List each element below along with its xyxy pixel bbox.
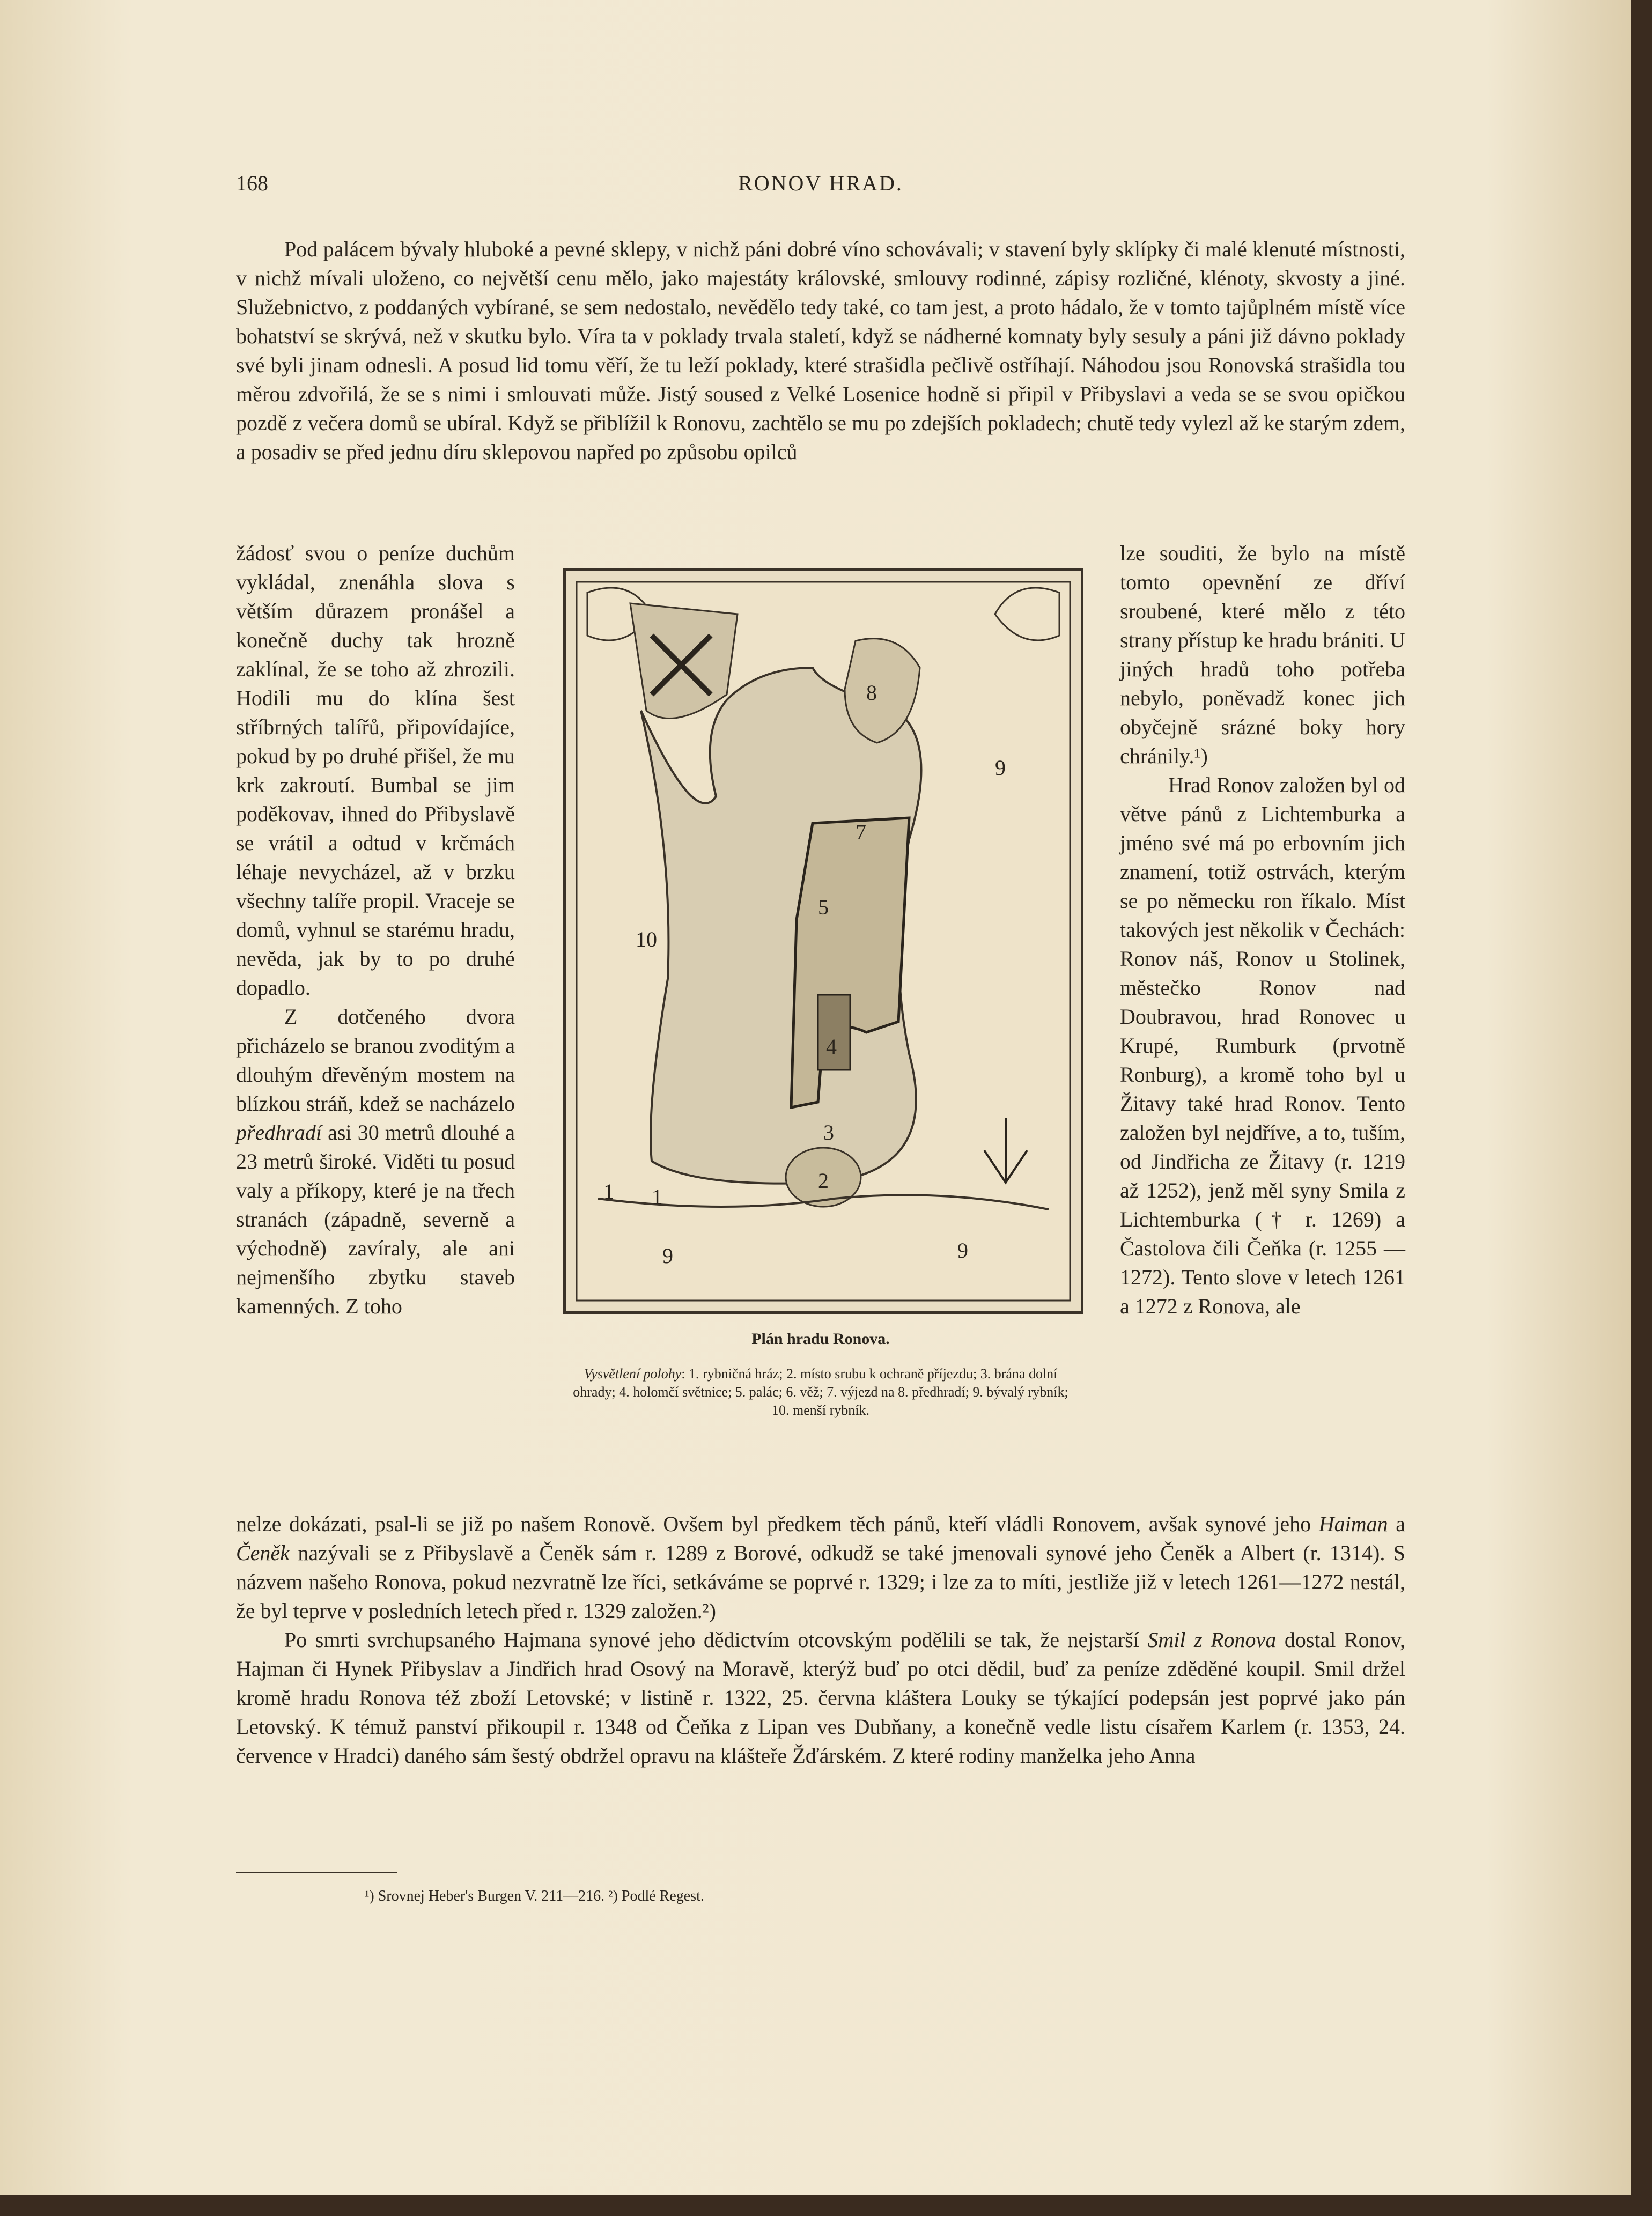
- figure-legend: [569, 1365, 1073, 1420]
- legend-text: : 1. rybničná hráz; 2. místo srubu k ochraně příjezdu; 3. brána dolní ohrady; 4. holomčí světnice; 5. palác; 6. věž; 7. výjezd na 8. předhradí; 9. bývalý rybník; 10. menší rybník.: [573, 1366, 1068, 1418]
- text-run: Z dotčeného dvora přicházelo se branou zvoditým a dlouhým dřevěným mostem na blízkou stráň, kdež se nacházelo: [236, 1004, 515, 1116]
- paragraph: Hrad Ronov založen byl od větve pánů z Lichtemburka a jméno své má po erbovním jich znamení, totiž ostrvách, kterým se po německu ron říkalo. Míst takových jest několik v Čechách: Ronov náš, Ronov u Stolinek, městečko Ronov nad Doubravou, hrad Ronovec u Krupé, Rumburk (prvotně Ronburg), a kromě toho byl u Žitavy také hrad Ronov. Tento založen byl nejdříve, a to, tuším, od Jindřicha ze Žitavy (r. 1219 až 1252), jenž měl syny Smila z Lichtemburka († r. 1269) a Častolova čili Čeňka (r. 1255 — 1272). Tento slove v letech 1261 a 1272 z Ronova, ale: [1120, 773, 1405, 1318]
- left-column: [236, 539, 515, 1321]
- plan-label: 1: [652, 1185, 662, 1209]
- page-header: [236, 171, 1405, 203]
- plan-label: 5: [818, 895, 829, 919]
- italic-name: Smil z Ronova: [1147, 1628, 1277, 1652]
- paragraph: [236, 1626, 1405, 1770]
- text-run: asi 30 metrů dlouhé a 23 metrů široké. Viděti tu posud valy a příkopy, které je na třech stranách (západně, severně a východně) zavíraly, ale ani nejmenšího zbytku staveb kamenných. Z toho: [236, 1120, 515, 1318]
- text-run: dostal Ronov, Hajman či Hynek Přibyslav a Jindřich hrad Osový na Moravě, kterýž buď po otci dědil, buď za peníze zděděné koupil. Smil držel kromě hradu Ronova též zboží Letovské; v listině r. 1322, 25. června kláštera Louky se týkající podepsán jest poprvé jako pán Letovský. K témuž panství přikoupil r. 1348 od Čeňka z Lipan ves Dubňany, a konečně vedle listu císařem Karlem (r. 1353, 24. července v Hradci) daného sám šestý obdržel opravu na klášteře Žďárském. Z které rodiny manželka jeho Anna: [236, 1628, 1405, 1768]
- page-number: 168: [236, 171, 268, 195]
- scan-edge-bottom: [0, 2195, 1652, 2216]
- plan-label: 7: [856, 820, 866, 844]
- text-run: nelze dokázati, psal-li se již po našem Ronově. Ovšem byl předkem těch pánů, kteří vládli Ronovem, avšak synové jeho: [236, 1512, 1311, 1536]
- text-run: a: [1396, 1512, 1406, 1536]
- paragraph: [236, 1510, 1405, 1626]
- paragraph: žádosť svou o peníze duchům vykládal, znenáhla slova s větším důrazem pronášel a konečně duchy tak hrozně zaklínal, že se toho až zhrozili. Hodili mu do klína šest stříbrných talířů, připovídajíce, pokud by po druhé přišel, že mu krk zakroutí. Bumbal se jim poděkovav, ihned do Přibyslavě se vrátil a odtud v krčmách léhaje nevycházel, až v brzku všechny talíře propil. Vraceje se domů, vyhnul se starému hradu, nevěda, jak by to po druhé dopadlo.: [236, 541, 515, 1000]
- plan-label: 3: [823, 1120, 834, 1144]
- plan-label: 9: [662, 1244, 673, 1268]
- right-column: [1120, 539, 1405, 1321]
- paragraph: Pod palácem bývaly hluboké a pevné sklepy, v nichž páni dobré víno schovávali; v stavení byly sklípky či malé klenuté místnosti, v nichž mívali uloženo, co největší cenu mělo, jako majestáty královské, smlouvy rodinné, zápisy rozličné, klénoty, skvosty a jiné. Služebnictvo, z poddaných vybírané, se sem nedostalo, nevědělo tedy také, co tam jest, a proto hádalo, že v tomto tajůplném místě více bohatství se skrývá, než v skutku bylo. Víra ta v poklady trvala staletí, když se nádherné komnaty byly sesuly a páni již dávno poklady své byli jinam odnesli. A posud lid tomu věří, že tu leží poklady, které strašidla pečlivě ostříhají. Náhodou jsou Ronovská strašidla tou měrou zdvořilá, že se s nimi i smlouvati může. Jistý soused z Velké Losenice hodně si připil v Přibyslavi a veda se se svou opičkou pozdě z večera domů se ubíral. Když se přiblížil k Ronovu, zachtělo se mu po zdejších pokladech; chutě tedy vylezl až ke starým zdem, a posadiv se před jednu díru sklepovou napřed po způsobu opilců: [236, 237, 1405, 464]
- top-paragraph: [236, 235, 1405, 467]
- plan-label: 8: [866, 681, 877, 705]
- bottom-paragraphs: [236, 1510, 1405, 1770]
- plan-label: 9: [957, 1238, 968, 1262]
- scan-edge-right: [1631, 0, 1652, 2216]
- running-head: RONOV HRAD.: [738, 171, 903, 195]
- plan-label: 4: [826, 1035, 837, 1059]
- text-run: Po smrti svrchupsaného Hajmana synové jeho dědictvím otcovským podělili se tak, že nejstarší: [284, 1628, 1139, 1652]
- plan-label: 1: [603, 1179, 614, 1203]
- paragraph: lze souditi, že bylo na místě tomto opevnění ze dříví sroubené, které mělo z této strany přístup ke hradu brániti. U jiných hradů toho potřeba nebylo, poněvadž konec jich obyčejně srázné boky hory chránily.¹): [1120, 541, 1405, 768]
- plan-label: 2: [818, 1169, 829, 1193]
- castle-plan-map: [566, 571, 1081, 1311]
- tower: [818, 995, 850, 1070]
- italic-name: Čeněk: [236, 1541, 290, 1565]
- figure-title: Plán hradu Ronova.: [751, 1330, 890, 1348]
- plan-label: 10: [636, 927, 657, 951]
- italic-term: předhradí: [236, 1120, 322, 1144]
- footnotes: ¹) Srovnej Heber's Burgen V. 211—216. ²) Podlé Regest.: [365, 1888, 704, 1904]
- footnote-rule: [236, 1872, 397, 1873]
- italic-name: Haiman: [1318, 1512, 1388, 1536]
- castle-plan-figure: [563, 568, 1083, 1314]
- legend-label: Vysvětlení polohy: [584, 1366, 682, 1382]
- plan-label: 9: [995, 756, 1006, 780]
- text-run: nazývali se z Přibyslavě a Čeněk sám r. 1289 z Borové, odkudž se také jmenovali synové jeho Čeněk a Albert (r. 1314). S názvem našeho Ronova, pokud nezvratně lze říci, setkáváme se poprvé r. 1329; i lze za to míti, jestliže již v letech 1261—1272 nestál, že byl teprve v posledních letech před r. 1329 založen.²): [236, 1541, 1405, 1623]
- paragraph: [236, 1002, 515, 1321]
